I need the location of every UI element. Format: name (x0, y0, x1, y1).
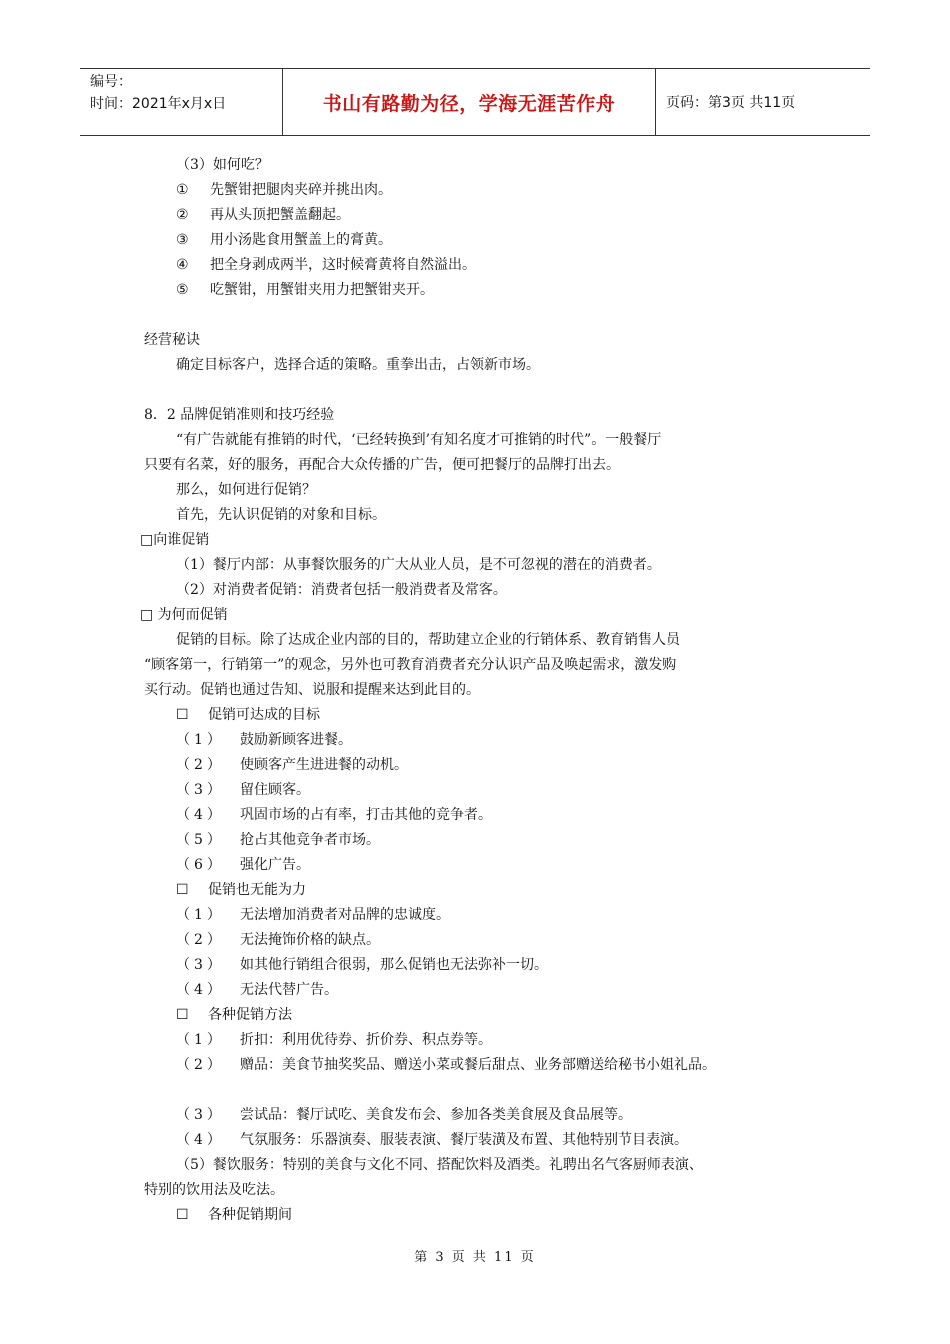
paragraph-line: 促销的目标。除了达成企业内部的目的，帮助建立企业的行销体系、教育销售人员 (176, 632, 680, 648)
header-page-info: 页码：第3页 共11页 (666, 95, 796, 111)
secret-title: 经营秘诀 (144, 332, 200, 348)
paragraph-line: “有广告就能有推销的时代，‘已经转换到’有知名度才可推销的时代”。一般餐厅 (176, 432, 662, 448)
list-item: （2） 无法掩饰价格的缺点。 (176, 932, 380, 948)
document-number-label: 编号： (90, 74, 132, 90)
list-item: （1） 无法增加消费者对品牌的忠诚度。 (176, 907, 450, 923)
list-item: （4） 巩固市场的占有率，打击其他的竞争者。 (176, 807, 492, 823)
list-item: （6） 强化广告。 (176, 857, 310, 873)
list-item: （2）对消费者促销：消费者包括一般消费者及常客。 (176, 582, 507, 598)
list-item: （2） 使顾客产生进进餐的动机。 (176, 757, 408, 773)
secret-text: 确定目标客户，选择合适的策略。重拳出击，占领新市场。 (176, 357, 540, 373)
list-item: （3） 留住顾客。 (176, 782, 310, 798)
subheading: ☐ 促销可达成的目标 (140, 703, 820, 728)
how-to-eat-title: （3）如何吃？ (176, 157, 269, 173)
paragraph-line: “顾客第一，行销第一”的观念，另外也可教育消费者充分认识产品及唤起需求，激发购 (144, 657, 677, 673)
subheading: ☐ 各种促销方法 (140, 1003, 820, 1028)
subheading: ☐ 促销也无能为力 (140, 878, 820, 903)
subheading: □向谁促销 (140, 532, 210, 548)
paragraph-line: 特别的饮用法及吃法。 (144, 1182, 284, 1198)
step-item: ⑤ 吃蟹钳，用蟹钳夹用力把蟹钳夹开。 (176, 282, 434, 298)
list-item: （5） 抢占其他竞争者市场。 (176, 832, 380, 848)
step-item: ② 再从头顶把蟹盖翻起。 (176, 207, 350, 223)
list-item: （3） 尝试品：餐厅试吃、美食发布会、参加各类美食展及食品展等。 (176, 1107, 632, 1123)
subheading: ☐ 各种促销期间 (140, 1203, 820, 1228)
document-date: 时间：2021年x月x日 (90, 96, 227, 112)
checkbox-icon: ☐ (176, 1007, 189, 1023)
section-heading: 8．2 品牌促销准则和技巧经验 (144, 407, 335, 423)
step-item: ④ 把全身剥成两半，这时候膏黄将自然溢出。 (176, 257, 476, 273)
list-item: （1） 折扣：利用优待券、折价券、积点券等。 (176, 1032, 492, 1048)
list-item: （2） 赠品：美食节抽奖奖品、赠送小菜或餐后甜点、业务部赠送给秘书小姐礼品。 (176, 1057, 716, 1073)
subheading: □ 为何而促销 (140, 607, 228, 623)
paragraph-line: 那么，如何进行促销？ (176, 482, 316, 498)
list-item: （1）餐厅内部：从事餐饮服务的广大从业人员，是不可忽视的潜在的消费者。 (176, 557, 661, 573)
header-meta (80, 69, 282, 135)
document-body (140, 153, 820, 1228)
step-item: ① 先蟹钳把腿肉夹碎并挑出肉。 (176, 182, 392, 198)
list-item: （3） 如其他行销组合很弱，那么促销也无法弥补一切。 (176, 957, 548, 973)
header-motto: 书山有路勤为径，学海无涯苦作舟 (282, 69, 656, 135)
list-item: （4） 气氛服务：乐器演奏、服装表演、餐厅装潢及布置、其他特别节目表演。 (176, 1132, 688, 1148)
page-header (80, 68, 870, 136)
step-item: ③ 用小汤匙食用蟹盖上的膏黄。 (176, 232, 392, 248)
checkbox-icon: ☐ (176, 707, 189, 723)
list-item: （1） 鼓励新顾客进餐。 (176, 732, 352, 748)
paragraph-line: 只要有名菜，好的服务，再配合大众传播的广告，便可把餐厅的品牌打出去。 (144, 457, 620, 473)
list-item: （4） 无法代替广告。 (176, 982, 338, 998)
page-footer: 第 3 页 共 11 页 (414, 1250, 536, 1265)
paragraph-line: 买行动。促销也通过告知、说服和提醒来达到此目的。 (144, 682, 480, 698)
checkbox-icon: ☐ (176, 1207, 189, 1223)
paragraph-line: （5）餐饮服务：特别的美食与文化不同、搭配饮料及酒类。礼聘出名气客厨师表演、 (176, 1157, 703, 1173)
checkbox-icon: ☐ (176, 882, 189, 898)
paragraph-line: 首先，先认识促销的对象和目标。 (176, 507, 386, 523)
